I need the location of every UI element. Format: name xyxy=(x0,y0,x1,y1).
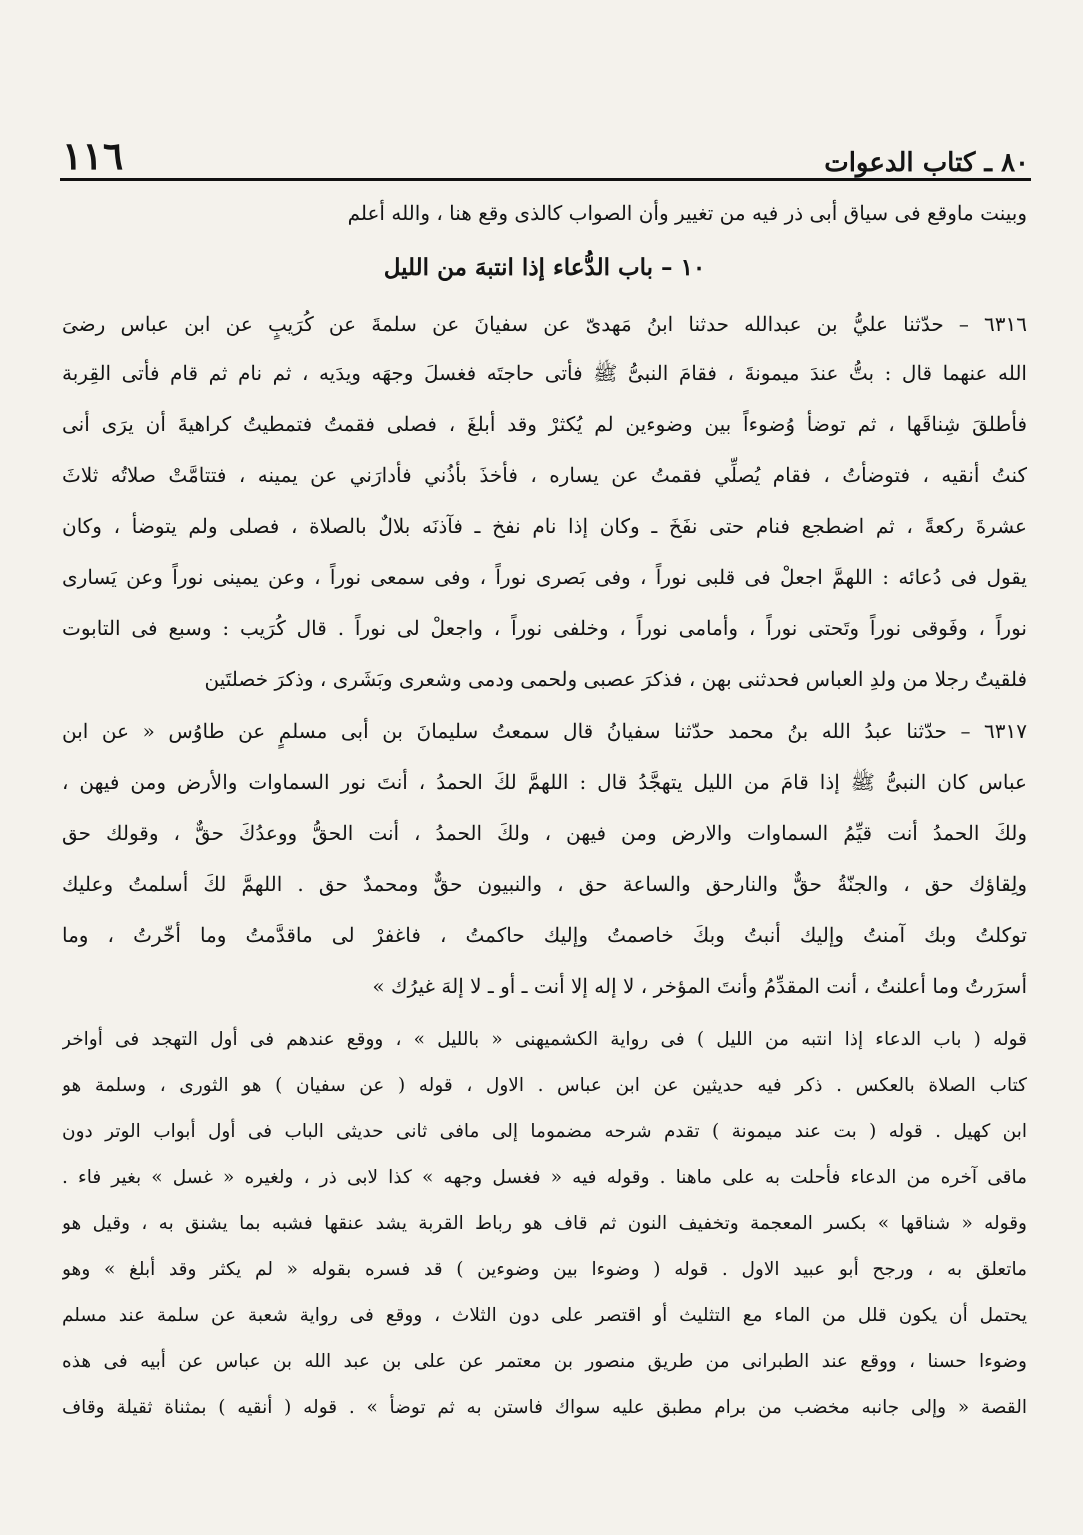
book-title: ٨٠ ـ كتاب الدعوات xyxy=(824,148,1029,178)
hadith-line: الله عنهما قال : بتُّ عندَ ميمونةَ ، فقامَ النبىُّ ﷺ فأتى حاجتَه فغسلَ وجهَه ويدَيه ، ثم نام ثم قام فأتى القِربة xyxy=(62,361,1027,385)
hadith-line: نوراً ، وفَوقى نوراً وتَحتى نوراً ، وأمامى نوراً ، وخلفى نوراً ، واجعلْ لى نوراً . قال كُرَيب : وسبع فى التابوت xyxy=(62,616,1027,640)
hadith-line: عشرةَ ركعةً ، ثم اضطجع فنام حتى نفَخَ ـ وكان إذا نام نفخ ـ فآذنَه بلالٌ بالصلاة ، فصلى ولم يتوضأ ، وكان xyxy=(62,514,1027,538)
hadith-line: ٦٣١٧ – حدّثنا عبدُ الله بنُ محمد حدّثنا سفيانُ قال سمعتُ سليمانَ بن أبى مسلمٍ عن طاوُس « عن ابن xyxy=(62,719,1027,743)
hadith-line: ٦٣١٦ – حدّثنا عليُّ بن عبدالله حدثنا ابنُ مَهدىّ عن سفيانَ عن سلمةَ عن كُرَيبٍ عن ابن عباس رضىَ xyxy=(62,312,1027,336)
hadith-line: توكلتُ وبك آمنتُ وإليك أنبتُ وبكَ خاصمتُ وإليك حاكمتُ ، فاغفرْ لى ماقدَّمتُ وما أخّرتُ ، وما xyxy=(62,923,1027,947)
commentary-line: ماقى آخره من الدعاء فأحلت به على ماهنا . وقوله فيه « فغسل وجهه » كذا لابى ذر ، ولغيره « غسل » بغير فاء . xyxy=(62,1167,1027,1188)
commentary-line: كتاب الصلاة بالعكس . ذكر فيه حديثين عن ابن عباس . الاول ، قوله ( عن سفيان ) هو الثورى ، وسلمة هو xyxy=(62,1075,1027,1096)
commentary-line: قوله ( باب الدعاء إذا انتبه من الليل ) فى رواية الكشميهنى « بالليل » ، ووقع عندهم فى أول التهجد فى أواخر xyxy=(62,1029,1027,1050)
hadith-line: عباس كان النبىُّ ﷺ إذا قامَ من الليل يتهجَّدُ قال : اللهمَّ لكَ الحمدُ ، أنتَ نور السماوات والأرض ومن فيهن ، xyxy=(62,770,1027,794)
hadith-line: ولكَ الحمدُ أنت قيِّمُ السماوات والارض ومن فيهن ، ولكَ الحمدُ ، أنت الحقُّ ووعدُكَ حقٌّ ، وقولك حق xyxy=(62,821,1027,845)
commentary-line: وقوله « شناقها » بكسر المعجمة وتخفيف النون ثم قاف هو رباط القربة يشد عنقها فشبه بما يشنق به ، وقيل هو xyxy=(62,1213,1027,1234)
commentary-line: وضوءا حسنا ، ووقع عند الطبرانى من طريق منصور بن معتمر عن على بن عبد الله بن عباس عن أبيه فى هذه xyxy=(62,1351,1027,1372)
commentary-line: يحتمل أن يكون قلل من الماء مع التثليث أو اقتصر على دون الثلاث ، ووقع فى رواية شعبة عن سلمة عند مسلم xyxy=(62,1305,1027,1326)
commentary-line: ماتعلق به ، ورجح أبو عبيد الاول . قوله ( وضوءا بين وضوءين ) قد فسره بقوله « لم يكثر وقد أبلغ » وهو xyxy=(62,1259,1027,1280)
header-rule xyxy=(60,178,1031,181)
hadith-line: يقول فى دُعائه : اللهمَّ اجعلْ فى قلبى نوراً ، وفى بَصرى نوراً ، وفى سمعى نوراً ، وعن يمينى نوراً وعن يَسارى xyxy=(62,565,1027,589)
commentary-line: ابن كهيل . قوله ( بت عند ميمونة ) تقدم شرحه مضموما إلى مافى ثانى حديثى الباب فى أول أبواب الوتر دون xyxy=(62,1121,1027,1142)
hadith-line: كنتُ أنقيه ، فتوضأتُ ، فقام يُصلِّي فقمتُ عن يساره ، فأخذَ بأذُني فأدارَني عن يمينه ، فتتامَّتْ صلاتُه ثلاثَ xyxy=(62,463,1027,487)
chapter-heading: ١٠ – باب الدُّعاء إذا انتبهَ من الليل xyxy=(383,254,706,281)
text-line: وبينت ماوقع فى سياق أبى ذر فيه من تغيير وأن الصواب كالذى وقع هنا ، والله أعلم xyxy=(347,201,1027,225)
commentary-line: القصة « وإلى جانبه مخضب من برام مطبق عليه سواك فاستن به ثم توضأ » . قوله ( أنقيه ) بمثناة ثقيلة وقاف xyxy=(62,1397,1027,1418)
hadith-line: فأطلقَ شِناقَها ، ثم توضأ وُضوءاً بين وضوءين لم يُكثرْ وقد أبلغَ ، فصلى فقمتُ فتمطيتُ كراهيةَ أن يرَى أنى xyxy=(62,412,1027,436)
page-header xyxy=(62,128,1029,178)
hadith-line: أسرَرتُ وما أعلنتُ ، أنت المقدِّمُ وأنتَ المؤخر ، لا إله إلا أنت ـ أو ـ لا إلهَ غيرُك » xyxy=(372,974,1027,998)
hadith-line: فلقيتُ رجلا من ولدِ العباس فحدثنى بهن ، فذكرَ عصبى ولحمى ودمى وشعرى وبَشَرى ، وذكرَ خصلتَين xyxy=(204,667,1027,691)
page-number: ١١٦ xyxy=(62,133,124,178)
hadith-line: ولِقاؤك حق ، والجنّةُ حقٌّ والنارحق والساعة حق ، والنبيون حقٌّ ومحمدٌ حق . اللهمَّ لكَ أسلمتُ وعليك xyxy=(62,872,1027,896)
